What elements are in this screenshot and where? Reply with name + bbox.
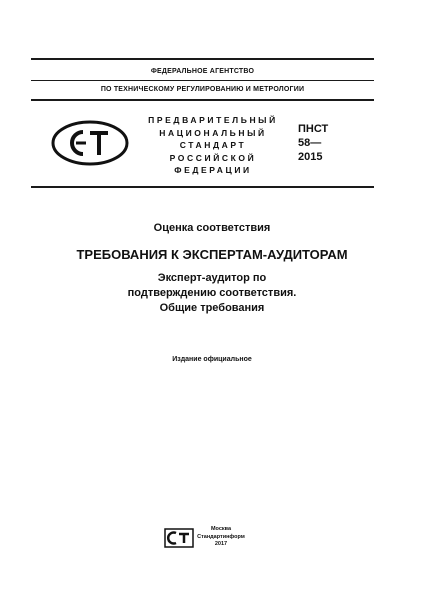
- standard-type-line: РОССИЙСКОЙ: [169, 152, 257, 163]
- imprint-publisher: Стандартинформ: [197, 533, 245, 540]
- gost-r-emblem-icon: [50, 120, 130, 166]
- agency-divider: [31, 80, 374, 81]
- standard-block-bottom-rule: [31, 186, 374, 188]
- standard-number-line: 58—: [298, 137, 322, 149]
- imprint: [197, 526, 245, 549]
- document-subtitle-line: Эксперт-аудитор по: [157, 272, 267, 284]
- top-rule: [31, 58, 374, 60]
- standard-number-line: 2015: [298, 151, 323, 163]
- standard-number-line: ПНСТ: [298, 123, 329, 135]
- document-subtitle-line: Общие требования: [159, 302, 265, 314]
- imprint-year: 2017: [214, 541, 228, 547]
- edition-label: Издание официальное: [172, 356, 252, 363]
- imprint-city: Москва: [210, 526, 232, 532]
- standard-number: [298, 122, 328, 164]
- agency-name-line1: ФЕДЕРАЛЬНОЕ АГЕНТСТВО: [150, 68, 255, 75]
- document-subtitle-line: подтверждению соответствия.: [127, 287, 297, 299]
- agency-name-line2: ПО ТЕХНИЧЕСКОМУ РЕГУЛИРОВАНИЮ И МЕТРОЛОГИИ: [100, 86, 305, 93]
- standard-type-line: ФЕДЕРАЦИИ: [174, 165, 252, 175]
- standard-type-line: СТАНДАРТ: [179, 140, 247, 150]
- standard-type: [148, 114, 278, 177]
- document-category: Оценка соответствия: [153, 222, 271, 234]
- standartinform-logo-icon: [164, 528, 194, 548]
- standard-type-line: ПРЕДВАРИТЕЛЬНЫЙ: [148, 115, 278, 125]
- document-title: ТРЕБОВАНИЯ К ЭКСПЕРТАМ-АУДИТОРАМ: [76, 247, 348, 262]
- standard-type-line: НАЦИОНАЛЬНЫЙ: [159, 127, 267, 138]
- header-bottom-rule: [31, 99, 374, 101]
